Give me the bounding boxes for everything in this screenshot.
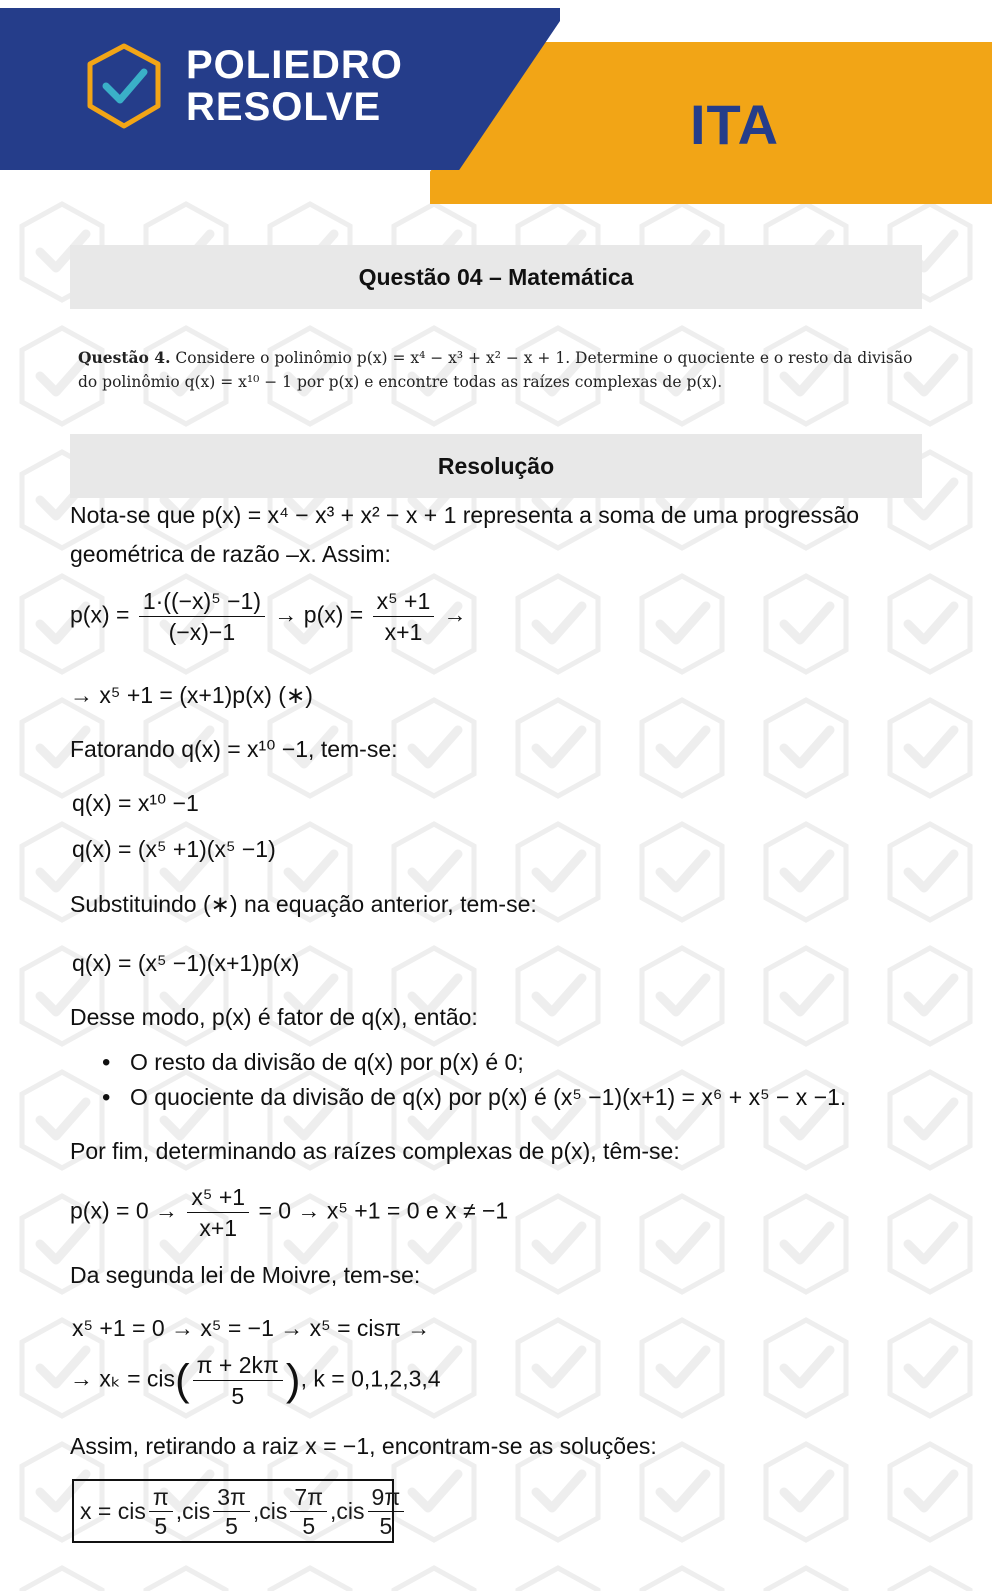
equation-4: q(x) = (x⁵ +1)(x⁵ −1) <box>72 836 276 862</box>
question-text-line2: do polinômio q(x) = x¹⁰ − 1 por p(x) e encontre todas as raízes complexas de p(x). <box>78 373 723 391</box>
fraction: $\frac{\pi + 2k\pi}{5}$ <box>193 1352 283 1409</box>
brand-logo-text <box>186 44 403 128</box>
equation-3: q(x) = x¹⁰ −1 <box>72 790 199 816</box>
paragraph-6: Da segunda lei de Moivre, tem-se: <box>70 1262 421 1288</box>
question-statement <box>78 346 924 394</box>
fraction: $\frac{9\pi}{5}$ <box>368 1485 405 1538</box>
bullet-item-1: • O resto da divisão de q(x) por p(x) é 0; <box>130 1049 524 1076</box>
fraction: $\frac{\text{x⁵ +1}}{x+1}$ <box>187 1184 249 1241</box>
equation-1: p(x) = $\frac{\text{1·((−x)⁵ −1)}}{(-x)-1}$ → p(x) = $\frac{\text{x⁵ +1}}{x+1}$ → <box>70 588 467 645</box>
resolution-title-bar <box>70 434 922 498</box>
resolution-title: Resolução <box>437 452 555 479</box>
paragraph-5: Por fim, determinando as raízes complexas de p(x), têm-se: <box>70 1138 680 1164</box>
question-text-line1: Considere o polinômio p(x) = x⁴ − x³ + x² − x + 1. Determine o quociente e o resto da divisão <box>175 349 913 367</box>
question-title-bar <box>70 245 922 309</box>
brand-line1: POLIEDRO <box>186 43 403 87</box>
paragraph-1-line2: geométrica de razão –x. Assim: <box>70 541 391 567</box>
question-title: Questão 04 – Matemática <box>358 263 634 290</box>
question-label: Questão 4. <box>78 348 171 367</box>
paragraph-2: Fatorando q(x) = x¹⁰ −1, tem-se: <box>70 736 398 762</box>
fraction: $\frac{3\pi}{5}$ <box>213 1485 250 1538</box>
equation-6: p(x) = 0 → $\frac{\text{x⁵ +1}}{x+1}$ = 0 → x⁵ +1 = 0 e x ≠ −1 <box>70 1184 509 1241</box>
final-answer-box: x = cis $\frac{\pi}{5}$ ,cis $\frac{3\pi}{5}$ ,cis $\frac{7\pi}{5}$ ,cis $\frac{9\pi}{5}$ <box>72 1479 394 1543</box>
paragraph-7: Assim, retirando a raiz x = −1, encontram-se as soluções: <box>70 1433 657 1459</box>
inline-math: p(x) = x⁴ − x³ + x² − x + 1 <box>201 502 457 528</box>
fraction: $\frac{\text{x⁵ +1}}{x+1}$ <box>373 588 435 645</box>
exam-name: ITA <box>690 93 780 156</box>
paragraph-4: Desse modo, p(x) é fator de q(x), então: <box>70 1004 478 1030</box>
equation-8: → xₖ = cis( $\frac{\pi + 2k\pi}{5}$ ), k = 0,1,2,3,4 <box>70 1352 441 1409</box>
fraction: $\frac{\text{1·((−x)⁵ −1)}}{(-x)-1}$ <box>139 588 265 645</box>
equation-7: x⁵ +1 = 0 → x⁵ = −1 → x⁵ = cisπ → <box>72 1315 431 1341</box>
bullet-item-2: • O quociente da divisão de q(x) por p(x) é (x⁵ −1)(x+1) = x⁶ + x⁵ − x −1. <box>130 1084 846 1111</box>
paragraph-3: Substituindo (∗) na equação anterior, tem-se: <box>70 891 537 917</box>
equation-2: → x⁵ +1 = (x+1)p(x) (∗) <box>70 682 313 708</box>
check-shield-icon <box>78 40 170 132</box>
equation-5: q(x) = (x⁵ −1)(x+1)p(x) <box>72 950 300 976</box>
paragraph-1-line1: Nota-se que p(x) = x⁴ − x³ + x² − x + 1 representa a soma de uma progressão <box>70 502 860 528</box>
fraction: $\frac{7\pi}{5}$ <box>290 1485 327 1538</box>
brand-line2: RESOLVE <box>186 85 382 129</box>
fraction: $\frac{\pi}{5}$ <box>149 1485 173 1538</box>
